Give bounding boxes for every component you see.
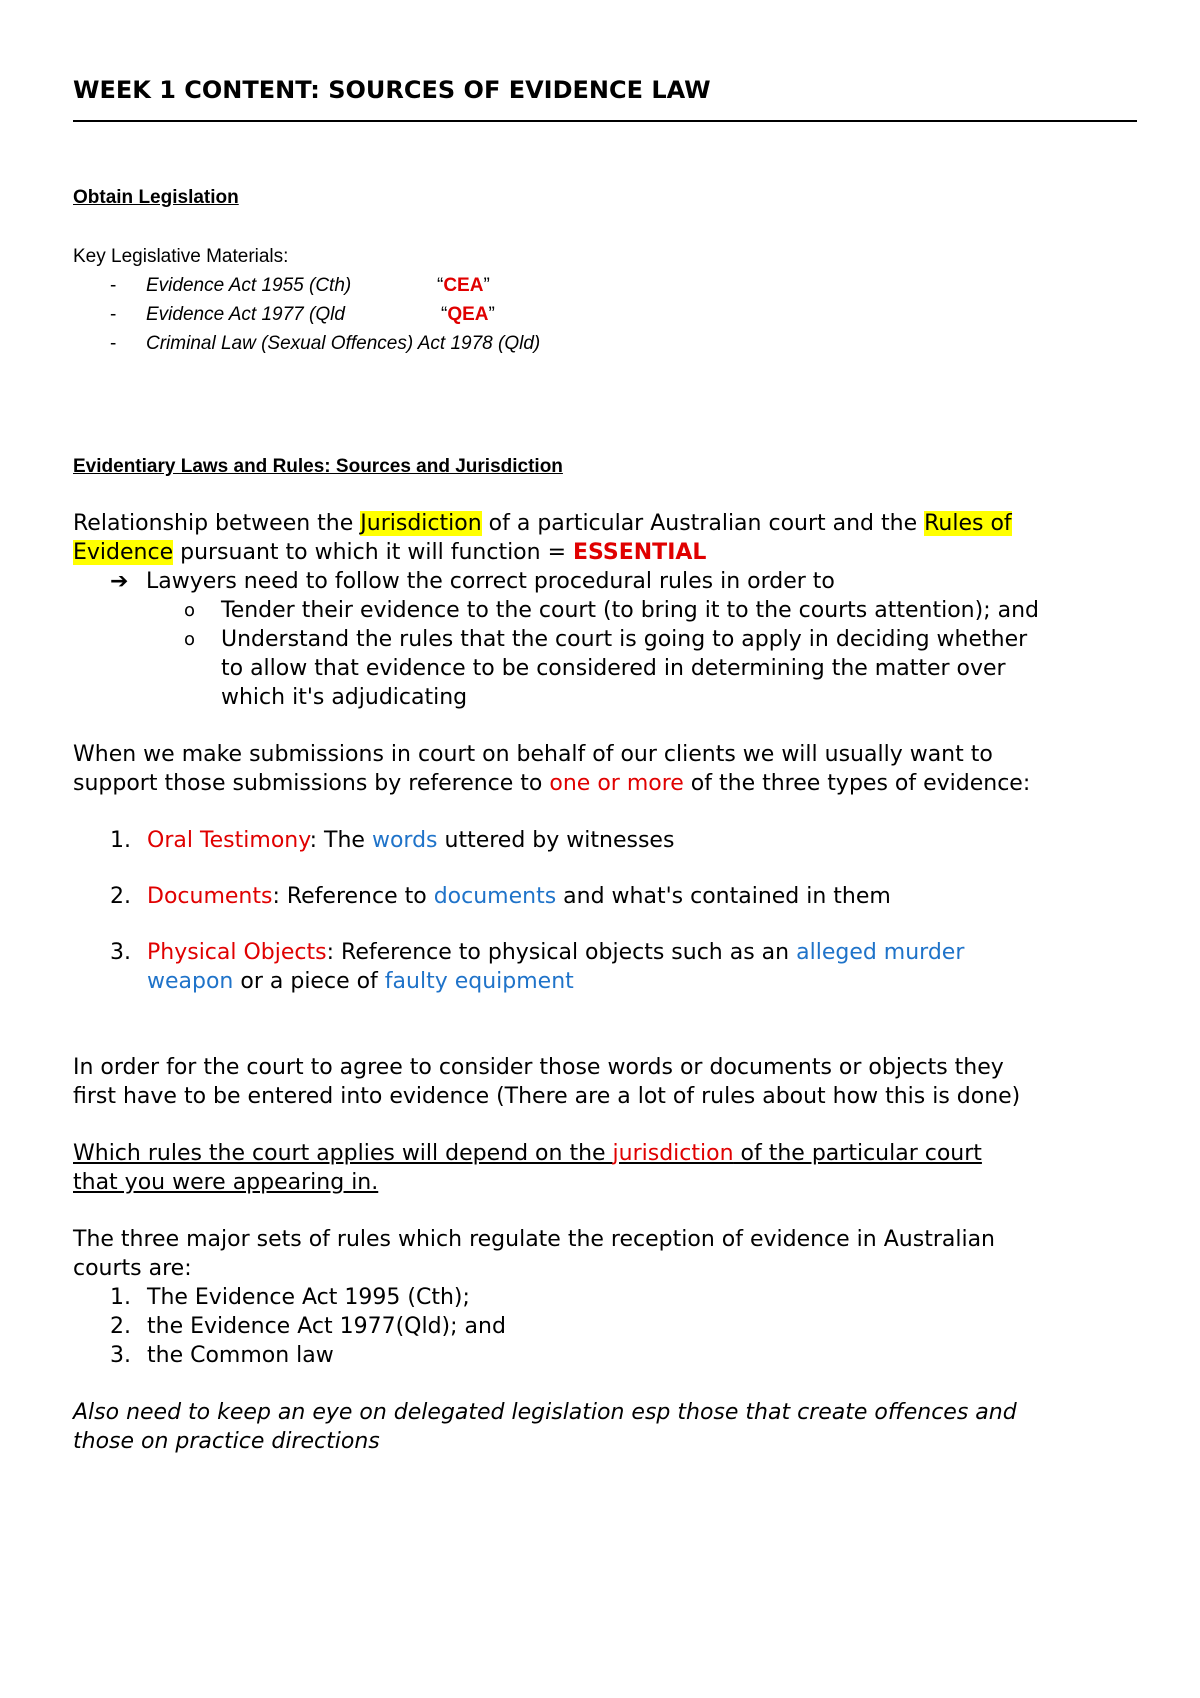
list-number: 1. <box>110 828 131 853</box>
sub-bullet-text-line: which it's adjudicating <box>221 685 468 710</box>
rule-set-text: The Evidence Act 1995 (Cth); <box>147 1285 470 1310</box>
rule-set-text: the Evidence Act 1977(Qld); and <box>147 1314 506 1339</box>
dash-bullet: - <box>110 304 117 325</box>
list-number: 3. <box>110 1343 131 1368</box>
list-number: 3. <box>110 940 131 965</box>
list-number: 2. <box>110 884 131 909</box>
rule-set-text: the Common law <box>147 1343 334 1368</box>
dash-bullet: - <box>110 333 117 354</box>
arrow-right-icon: ➔ <box>110 569 129 594</box>
order-line-1: In order for the court to agree to consider those words or documents or objects they <box>73 1055 1004 1080</box>
section-heading-sources-jurisdiction: Evidentiary Laws and Rules: Sources and Jurisdiction <box>73 456 563 477</box>
sub-bullet-text-line: to allow that evidence to be considered in determining the matter over <box>221 656 1006 681</box>
material-item <box>0 300 1200 329</box>
highlight-jurisdiction: Jurisdiction <box>360 511 482 536</box>
arrow-bullet-item <box>110 567 835 596</box>
arrow-bullet-text: Lawyers need to follow the correct procedural rules in order to <box>146 569 835 594</box>
submissions-line-1: When we make submissions in court on behalf of our clients we will usually want to <box>73 742 993 767</box>
submissions-line-2: support those submissions by reference to one or more of the three types of evidence: <box>73 771 1031 796</box>
sub-bullet-item <box>0 625 1200 712</box>
list-number: 1. <box>110 1285 131 1310</box>
evidence-type-text: Documents: Reference to documents and what's contained in them <box>147 884 891 909</box>
highlight-rules-of: Rules of <box>924 511 1012 536</box>
material-abbreviation: “QEA” <box>441 304 495 325</box>
page-title: WEEK 1 CONTENT: SOURCES OF EVIDENCE LAW <box>73 76 711 104</box>
evidence-type-text: Oral Testimony: The words uttered by witnesses <box>147 828 675 853</box>
material-item <box>0 271 1200 300</box>
evidence-type-text-line: weapon or a piece of faulty equipment <box>147 969 574 994</box>
material-abbreviation: “CEA” <box>437 275 490 296</box>
relationship-line-2: Evidence pursuant to which it will function = ESSENTIAL <box>73 540 707 565</box>
title-divider <box>73 120 1137 122</box>
list-number: 2. <box>110 1314 131 1339</box>
three-sets-line-1: The three major sets of rules which regulate the reception of evidence in Australian <box>73 1227 995 1252</box>
essential-label: ESSENTIAL <box>573 540 707 565</box>
delegated-legislation-note-line-2: those on practice directions <box>73 1429 380 1454</box>
relationship-line-1: Relationship between the Jurisdiction of a particular Australian court and the Rules of <box>73 511 1012 536</box>
delegated-legislation-note-line-1: Also need to keep an eye on delegated legislation esp those that create offences and <box>73 1400 1017 1425</box>
highlight-evidence: Evidence <box>73 540 174 565</box>
which-rules-line-2: that you were appearing in. <box>73 1170 379 1195</box>
circle-bullet-icon: o <box>184 600 196 621</box>
evidence-type-text: Physical Objects: Reference to physical objects such as an alleged murder <box>147 940 965 965</box>
evidence-type-item <box>0 938 1200 996</box>
three-sets-line-2: courts are: <box>73 1256 192 1281</box>
section-heading-obtain-legislation: Obtain Legislation <box>73 187 239 208</box>
order-line-2: first have to be entered into evidence (There are a lot of rules about how this is done) <box>73 1084 1021 1109</box>
which-rules-line-1: Which rules the court applies will depend on the jurisdiction of the particular court <box>73 1141 982 1166</box>
material-name: Evidence Act 1955 (Cth) <box>146 275 352 296</box>
sub-bullet-text: Tender their evidence to the court (to bring it to the courts attention); and <box>221 598 1039 623</box>
material-name: Criminal Law (Sexual Offences) Act 1978 (Qld) <box>146 333 541 354</box>
material-name: Evidence Act 1977 (Qld <box>146 304 345 325</box>
key-materials-intro: Key Legislative Materials: <box>73 246 289 267</box>
sub-bullet-text-line: Understand the rules that the court is going to apply in deciding whether <box>221 627 1028 652</box>
dash-bullet: - <box>110 275 117 296</box>
material-item <box>0 329 1200 358</box>
circle-bullet-icon: o <box>184 629 196 650</box>
